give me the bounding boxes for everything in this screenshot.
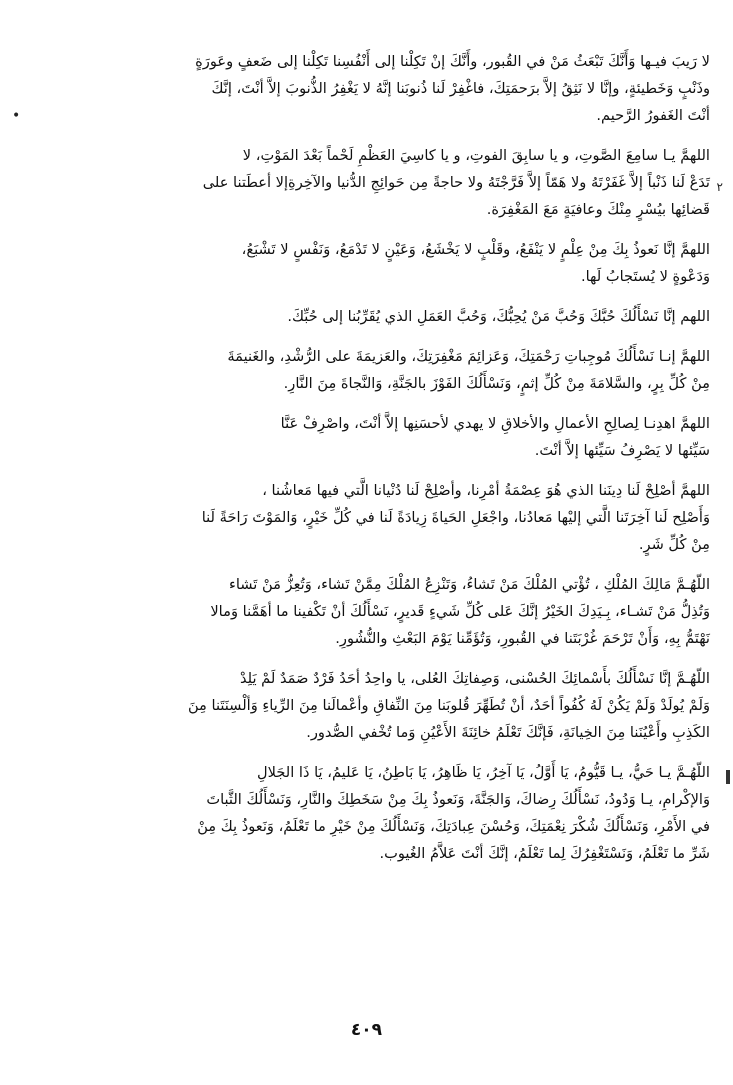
text-line: وذَنْبٍ وَخَطيئةٍ، وإنَّا لا نَثِقُ إلاَّ برَحمَتِكَ، فاغْفِرْ لَنا ذُنوبَنا إنَّهُ لا يَغْفِرُ الذُّنوبَ إلاَّ أنْتَ، إنَّكَ (211, 80, 710, 97)
text-line: شَرِّ ما تَعْلَمُ، وَنَسْتَغْفِرُكَ لِما تَعْلَمُ، إنَّكَ أنْتَ عَلاَّمُ الغُيوب. (379, 845, 710, 862)
text-line: لا رَيبَ فيـها وَأَنَّكَ تَبْعَثُ مَنْ في القُبور، وأَنَّكَ إنْ تَكِلْنا إلى أَنْفُسِنا تَكِلْنا إلى ضَعفٍ وعَورَةٍ (195, 53, 710, 70)
edge-scan-mark (726, 770, 730, 784)
margin-mark-mid-left: • (12, 108, 21, 124)
text-line: سَيِّئها لا يَصْرِفُ سَيِّئها إلاَّ أنْتَ. (534, 442, 710, 459)
text-line: اللّهُـمَّ إنَّا نَسْأَلُكَ بأَسْمائِكَ الحُسْنى، وَصِفاتِكَ العُلى، يا واحِدُ أحَدُ فَرْدٌ صَمَدٌ لَمْ يَلِدْ (239, 670, 710, 687)
text-line: نَهْتَمُّ بِهِ، وَأَنْ تَرْحَمَ غُرْبَتَنا في القُبورِ، وَتُؤَمِّنا يَوْمَ البَعْثِ والنُّشُورِ. (335, 630, 710, 647)
paragraph (62, 759, 710, 867)
text-line: قَضائِها بيُسْرٍ مِنْكَ وعافيَةٍ مَعَ المَغْفِرَة. (486, 201, 710, 218)
text-line: اللهمَّ أصْلِحْ لَنا دِينَنا الذي هُوَ عِصْمَةُ أمْرِنا، وأصْلِحْ لَنا دُنْيانا الَّتي فيها مَعاشُنا ، (262, 482, 710, 499)
text-line: اللهمَّ إنَّا نَعوذُ بِكَ مِنْ عِلْمٍ لا يَنْفَعُ، وقَلْبٍ لا يَخْشَعُ، وَعَيْنٍ لا تَدْمَعُ، وَنَفْسٍ لا تَشْبَعُ، (241, 241, 710, 258)
text-line: اللهمَّ إنـا نَسْأَلُكَ مُوجِباتِ رَحْمَتِكَ، وَعَزائِمَ مَغْفِرَتِكَ، والعَزيمَةَ على الرُّشْدِ، والغَنيمَةَ (227, 348, 710, 365)
text-line: وَأَصْلِح لَنا آخِرَتَنا الَّتي إليْها مَعادُنا، واجْعَلِ الحَياةَ زِيادَةً لَنا في كُلِّ خَيْرٍ، وَالمَوْتَ رَاحَةً لَنا (201, 509, 710, 526)
text-line: الكَذِبِ وأَعْيُنَنا مِنَ الخِيانَةِ، فَإنَّكَ تَعْلَمُ خائِنَةَ الأَعْيُنِ وَما تُخْفي الصُّدور. (306, 724, 710, 741)
text-line: وَتُذِلُّ مَنْ تَشـاء، بِـيَدِكَ الخَيْرُ إنَّكَ عَلى كُلِّ شَيءٍ قَديرٍ، نَسْأَلُكَ أنْ تَكْفينا ما أهَمَّنا وَمالا (210, 603, 710, 620)
text-line: أنْتَ الغَفورُ الرَّحيم. (596, 107, 710, 124)
text-line: تَدَعْ لَنا ذَنْباً إلاَّ غَفَرْتَهُ ولا هَمّاً إلاَّ فَرَّجْتَهُ ولا حاجةً مِن حَوائِجِ الدُّنيا والآخِرةِإلا أعطَتنا على (202, 174, 710, 191)
paragraph (62, 303, 710, 330)
text-line: اللهمَّ اهدِنـا لِصالِحِ الأعمالِ والأخلاقِ لا يهدي لأحسَنِها إلاَّ أنْتَ، واصْرِفْ عَنَّا (280, 415, 710, 432)
text-line: مِنْ كُلِّ شَرٍ. (638, 536, 710, 553)
text-line: مِنْ كُلِّ بِرٍ، والسَّلامَةَ مِنْ كُلِّ إثمٍ، وَنَسْأَلُكَ الفَوْزَ بالجَنَّةِ، وَالنَّجاةَ مِنَ النَّارِ. (283, 375, 710, 392)
paragraph (62, 48, 710, 129)
paragraph (62, 142, 710, 223)
text-line: اللهم إنَّا نَسْأَلُكَ حُبَّكَ وَحُبَّ مَنْ يُحِبُّكَ، وَحُبَّ العَمَلِ الذي يُقَرِّبُنا إلى حُبِّكَ. (287, 308, 710, 325)
text-line: اللّهُـمَّ مَالِكَ المُلْكِ ، تُؤْتي المُلْكَ مَنْ تَشاءُ، وَتَنْزِعُ المُلْكَ مِمَّنْ تَشاء، وَتُعِزُّ مَنْ تَشاء (228, 576, 710, 593)
paragraph (62, 343, 710, 397)
text-line: وَالإكْرامِ، يـا وَدُودُ، نَسْأَلُكَ رِضاكَ، وَالجَنَّةَ، وَنَعوذُ بِكَ مِنْ سَخَطِكَ والنَّارِ، وَنَسْأَلُكَ الثَّباتَ (206, 791, 710, 808)
paragraph (62, 477, 710, 558)
paragraph (62, 410, 710, 464)
prayer-text-block (62, 48, 710, 880)
text-line: وَلَمْ يُولَدْ وَلَمْ يَكُنْ لَهُ كُفُواً أحَدٌ، أنْ تُطَهِّرَ قُلوبَنا مِنَ النِّفاقِ وأعْمالَنا مِنَ الرِّياءِ وَألْسِنَتَنا مِنَ (187, 697, 710, 714)
page-number: ٤٠٩ (350, 1020, 383, 1040)
text-line: في الأَمْرِ، وَنَسْأَلُكَ شُكْرَ نِعْمَتِكَ، وَحُسْنَ عِبادَتِكَ، وَنَسْأَلُكَ مِنْ خَيْرِ ما تَعْلَمُ، وَنَعوذُ بِكَ مِنْ (197, 818, 710, 835)
text-line: اللهمَّ يـا سامِعَ الصَّوتِ، و يا سابِقَ الفوتِ، و يا كاسِيَ العَظْمِ لَحْماً بَعْدَ المَوْتِ، لا (242, 147, 710, 164)
paragraph (62, 571, 710, 652)
text-line: وَدَعْوةٍ لا يُستَجابُ لَها. (580, 268, 710, 285)
text-line: اللّهُـمَّ يـا حَيُّ، يـا قَيُّومُ، يَا أَوَّلُ، يَا آخِرُ، يَا ظَاهِرُ، يَا بَاطِنُ، يَا عَليمُ، يَا ذَا الجَلالِ (257, 764, 710, 781)
paragraph (62, 665, 710, 746)
paragraph (62, 236, 710, 290)
margin-mark-top-right: ٢ (716, 180, 723, 194)
